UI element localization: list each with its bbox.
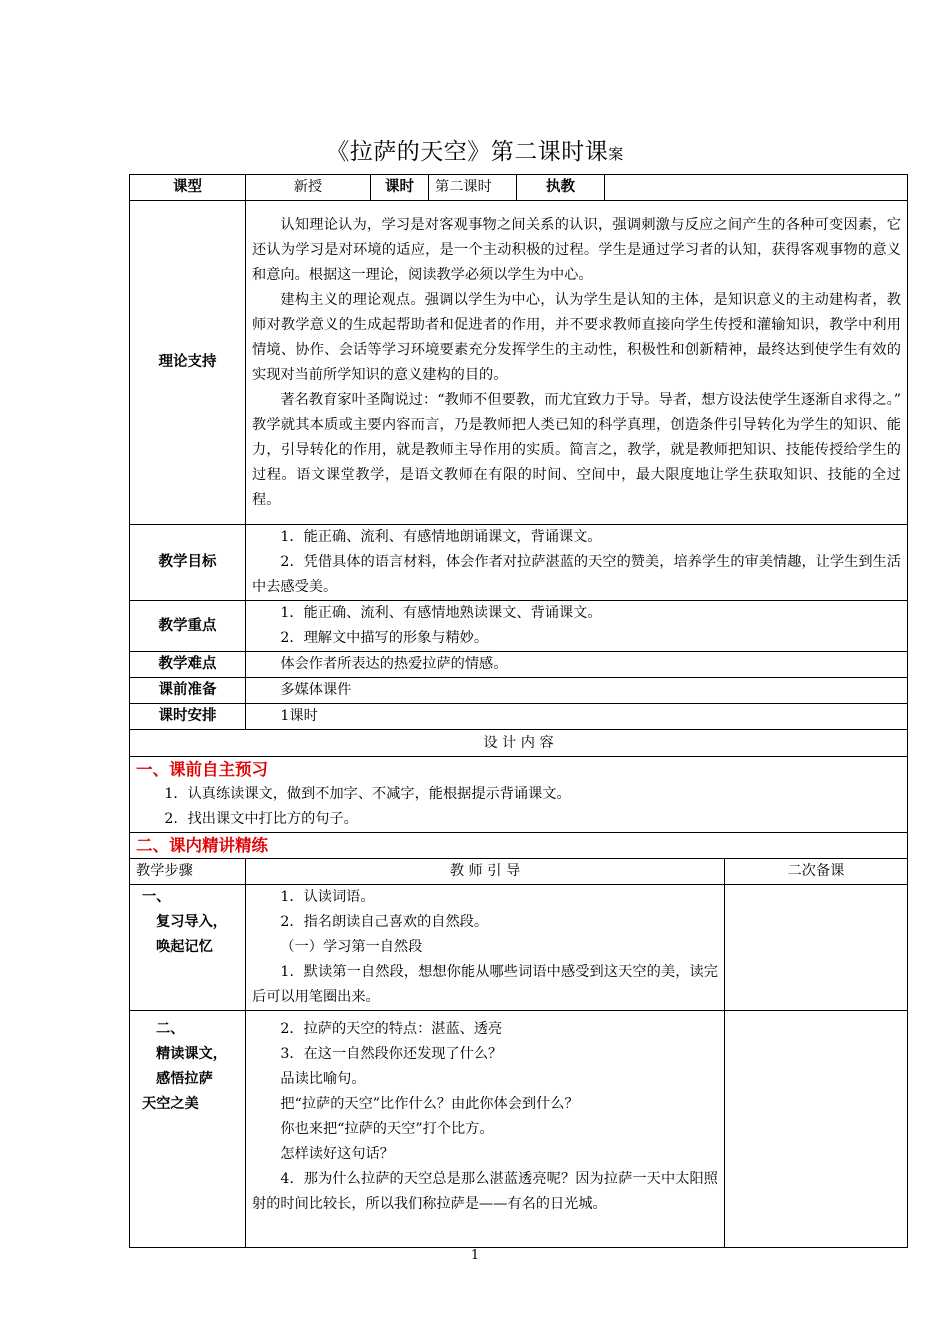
guidance-line: 把“拉萨的天空”比作什么？由此你体会到什么？ xyxy=(280,1096,579,1112)
step-label-line: 天空之美 xyxy=(142,1096,199,1112)
objective-item: 1．能正确、流利、有感情地朗诵课文，背诵课文。 xyxy=(280,529,602,545)
guidance-line: 怎样读好这句话？ xyxy=(280,1146,394,1162)
preparation-row xyxy=(130,678,908,704)
step-label-line: 感悟拉萨 xyxy=(156,1071,213,1087)
schedule-content xyxy=(246,704,908,730)
col-header-revision: 二次备课 xyxy=(725,859,908,885)
step-row xyxy=(130,885,908,1011)
step-label-line: 唤起记忆 xyxy=(156,939,213,955)
guidance-line: 1．认读词语。 xyxy=(280,889,375,905)
section2-title: 二、课内精讲精练 xyxy=(130,833,908,859)
step-label-line: 精读课文， xyxy=(156,1046,227,1062)
section1-item: 1．认真练读课文，做到不加字、不减字，能根据提示背诵课文。 xyxy=(164,786,571,802)
step-row xyxy=(130,1011,908,1248)
section2-title-row xyxy=(130,833,908,859)
guidance-line: （一）学习第一自然段 xyxy=(280,939,423,955)
type-value: 新授 xyxy=(246,175,371,201)
schedule-row xyxy=(130,704,908,730)
step-guidance xyxy=(246,1011,725,1248)
preparation-label: 课前准备 xyxy=(130,678,246,704)
difficulty-value: 体会作者所表达的热爱拉萨的情感。 xyxy=(280,656,508,672)
key-point-item: 1．能正确、流利、有感情地熟读课文、背诵课文。 xyxy=(280,605,602,621)
guidance-line: 2．拉萨的天空的特点：湛蓝、透亮 xyxy=(280,1021,503,1037)
objectives-row xyxy=(130,525,908,601)
design-heading-row xyxy=(130,730,908,757)
difficulty-row xyxy=(130,652,908,678)
section1-item: 2．找出课文中打比方的句子。 xyxy=(164,811,358,827)
section2-header-row xyxy=(130,859,908,885)
preparation-content xyxy=(246,678,908,704)
col-header-steps: 教学步骤 xyxy=(130,859,246,885)
section1-content xyxy=(130,757,908,833)
theory-paragraph: 著名教育家叶圣陶说过：“教师不但要教，而尤宜致力于导。导者，想方设法使学生逐渐自求得之。” 教学就其本质或主要内容而言，乃是教师把人类已知的科学真理，创造条件引导转化为学生的知识、能力，引导转化的作用，就是教师主导作用的实质。简言之，教学，就是教师把知识、技能传授给学生的过程。语文课堂教学，是语文教师在有限的时间、空间中，最大限度地让学生获取知识、技能的全过程。 xyxy=(252,391,901,508)
theory-paragraph: 认知理论认为，学习是对客观事物之间关系的认识，强调刺激与反应之间产生的各种可变因素，它还认为学习是对环境的适应，是一个主动积极的过程。学生是通过学习者的认知，获得客观事物的意义和意向。根据这一理论，阅读教学必须以学生为中心。 xyxy=(252,216,901,283)
guidance-line: 2．指名朗读自己喜欢的自然段。 xyxy=(280,914,489,930)
period-value: 第二课时 xyxy=(429,175,517,201)
step-guidance xyxy=(246,885,725,1011)
section1-title: 一、课前自主预习 xyxy=(136,760,268,779)
step-label xyxy=(130,885,246,1011)
teacher-value xyxy=(605,175,908,201)
col-header-guidance: 教 师 引 导 xyxy=(246,859,725,885)
schedule-label: 课时安排 xyxy=(130,704,246,730)
step-revision xyxy=(725,1011,908,1248)
difficulty-content xyxy=(246,652,908,678)
key-point-item: 2．理解文中描写的形象与精妙。 xyxy=(280,630,489,646)
step-label-line: 一、 xyxy=(142,889,171,905)
step-revision xyxy=(725,885,908,1011)
section1-row xyxy=(130,757,908,833)
key-points-label: 教学重点 xyxy=(130,601,246,652)
lesson-plan-table xyxy=(129,174,908,1248)
step-label-line: 复习导入， xyxy=(156,914,227,930)
title-suffix: 案 xyxy=(608,145,624,163)
theory-label: 理论支持 xyxy=(130,201,246,525)
step-label-line: 二、 xyxy=(156,1021,185,1037)
guidance-line: 品读比喻句。 xyxy=(280,1071,366,1087)
guidance-line: 你也来把“拉萨的天空”打个比方。 xyxy=(280,1121,494,1137)
design-heading: 设 计 内 容 xyxy=(130,730,908,757)
period-label: 课时 xyxy=(371,175,429,201)
objective-item: 2．凭借具体的语言材料，体会作者对拉萨湛蓝的天空的赞美，培养学生的审美情趣，让学生到生活中去感受美。 xyxy=(252,554,901,595)
objectives-label: 教学目标 xyxy=(130,525,246,601)
theory-paragraph: 建构主义的理论观点。强调以学生为中心，认为学生是认知的主体，是知识意义的主动建构者，教师对教学意义的生成起帮助者和促进者的作用，并不要求教师直接向学生传授和灌输知识，教学中利用情境、协作、会话等学习环境要素充分发挥学生的主动性，积极性和创新精神，最终达到使学生有效的实现对当前所学知识的意义建构的目的。 xyxy=(252,291,901,383)
preparation-value: 多媒体课件 xyxy=(280,682,352,698)
teacher-label: 执教 xyxy=(517,175,605,201)
objectives-content xyxy=(246,525,908,601)
key-points-content xyxy=(246,601,908,652)
page-title xyxy=(0,133,950,166)
schedule-value: 1课时 xyxy=(280,708,318,724)
theory-row xyxy=(130,201,908,525)
page-number: 1 xyxy=(470,1248,480,1263)
type-label: 课型 xyxy=(130,175,246,201)
header-row xyxy=(130,175,908,201)
guidance-line: 3．在这一自然段你还发现了什么？ xyxy=(280,1046,503,1062)
theory-content xyxy=(246,201,908,525)
difficulty-label: 教学难点 xyxy=(130,652,246,678)
step-label xyxy=(130,1011,246,1248)
guidance-line: 4．那为什么拉萨的天空总是那么湛蓝透亮呢？因为拉萨一天中太阳照射的时间比较长，所以我们称拉萨是——有名的日光城。 xyxy=(252,1171,718,1212)
title-main: 《拉萨的天空》第二课时课 xyxy=(326,139,609,165)
key-points-row xyxy=(130,601,908,652)
guidance-line: 1．默读第一自然段，想想你能从哪些词语中感受到这天空的美，读完后可以用笔圈出来。 xyxy=(252,964,718,1005)
